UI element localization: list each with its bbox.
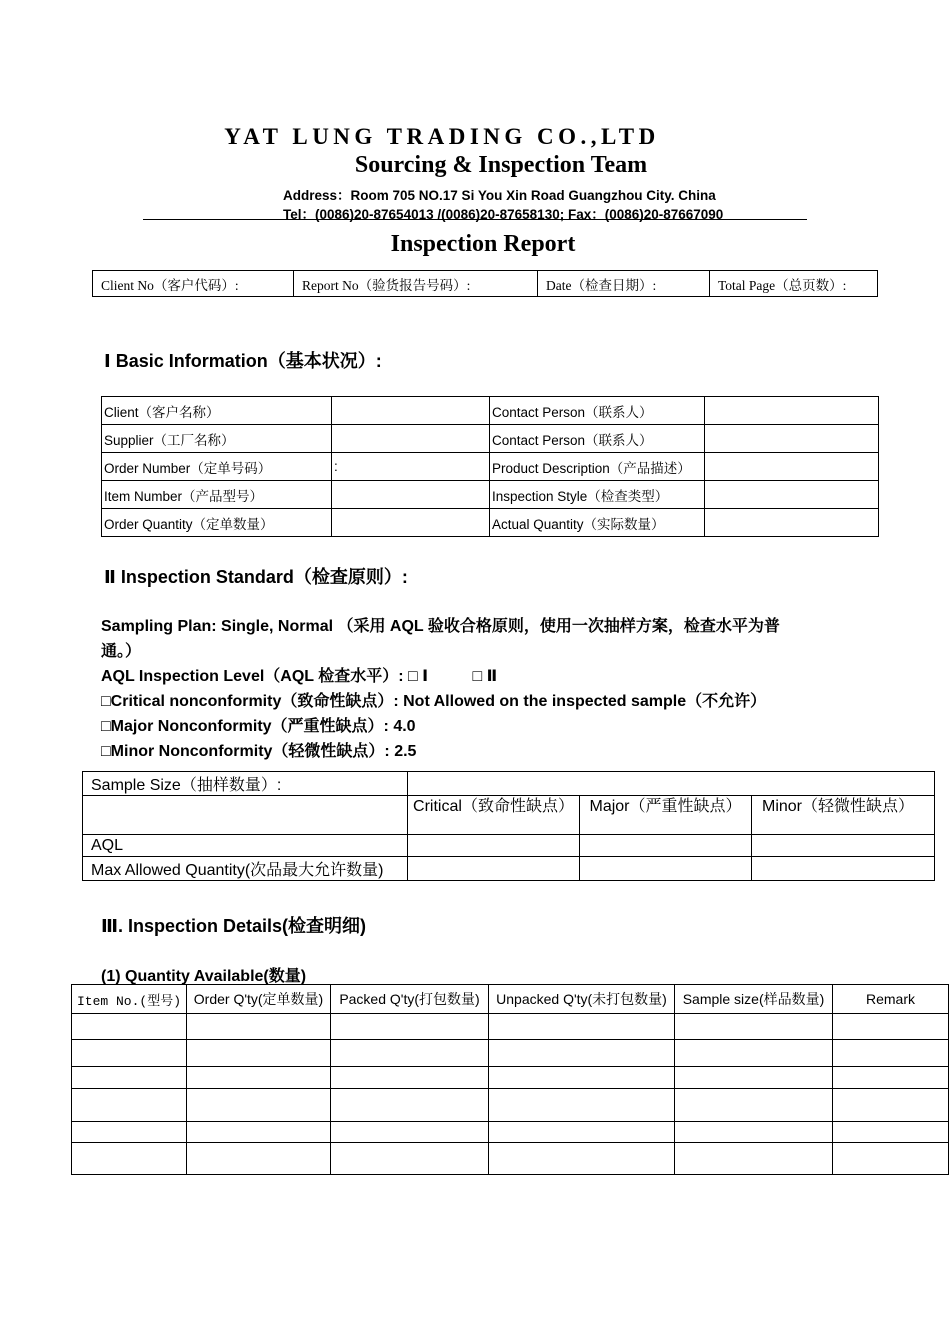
field-value[interactable] (332, 481, 490, 509)
table-row (72, 1014, 949, 1040)
table-cell[interactable] (675, 1089, 833, 1122)
table-row (72, 1143, 949, 1175)
quantity-available-heading: (1) Quantity Available(数量) (101, 968, 307, 985)
column-header: Order Q'ty(定单数量) (187, 985, 331, 1014)
basic-info-row (102, 481, 879, 509)
table-cell[interactable] (833, 1143, 949, 1175)
basic-info-row (102, 397, 879, 425)
table-cell[interactable] (833, 1089, 949, 1122)
table-cell[interactable] (331, 1014, 489, 1040)
basic-information-heading: Ⅰ Basic Information（基本状况）: (104, 351, 382, 371)
table-row (72, 1067, 949, 1089)
field-label: Order Quantity（定单数量） (102, 509, 332, 537)
field-label: Inspection Style（检查类型） (490, 481, 705, 509)
table-cell[interactable] (72, 1014, 187, 1040)
table-cell[interactable] (72, 1067, 187, 1089)
column-header: Remark (833, 985, 949, 1014)
table-row (72, 1089, 949, 1122)
field-value[interactable] (332, 397, 490, 425)
field-label: Order Number（定单号码） (102, 453, 332, 481)
date-cell[interactable]: Date（检查日期）: (538, 271, 710, 297)
table-cell[interactable] (489, 1122, 675, 1143)
field-value[interactable] (705, 481, 879, 509)
team-name: Sourcing & Inspection Team (354, 152, 648, 178)
client-no-cell[interactable]: Client No（客户代码）: (93, 271, 294, 297)
sample-size-table (82, 771, 935, 881)
critical-header: Critical（致命性缺点） (408, 796, 580, 835)
table-cell[interactable] (675, 1040, 833, 1067)
table-cell[interactable] (331, 1067, 489, 1089)
table-cell[interactable] (833, 1122, 949, 1143)
table-cell[interactable] (833, 1014, 949, 1040)
table-cell[interactable] (187, 1089, 331, 1122)
field-label: Actual Quantity（实际数量） (490, 509, 705, 537)
sample-size-value[interactable] (408, 772, 935, 796)
aql-label: AQL (83, 835, 408, 857)
field-value[interactable] (332, 509, 490, 537)
report-no-cell[interactable]: Report No（验货报告号码）: (294, 271, 538, 297)
table-cell[interactable] (187, 1014, 331, 1040)
minor-header: Minor（轻微性缺点） (752, 796, 935, 835)
aql-critical-value[interactable] (408, 835, 580, 857)
field-label: Product Description（产品描述） (490, 453, 705, 481)
table-cell[interactable] (72, 1122, 187, 1143)
table-row (72, 1122, 949, 1143)
column-header: Packed Q'ty(打包数量) (331, 985, 489, 1014)
minor-nonconformity-option[interactable]: □Minor Nonconformity（轻微性缺点）: 2.5 (101, 743, 417, 760)
max-major-value[interactable] (580, 857, 752, 881)
field-value[interactable] (705, 509, 879, 537)
header-divider (143, 219, 807, 220)
table-cell[interactable] (675, 1014, 833, 1040)
sampling-plan-text-cont: 通。） (101, 643, 142, 660)
total-page-cell[interactable]: Total Page（总页数）: (710, 271, 878, 297)
field-value[interactable]: : (332, 453, 490, 481)
table-cell[interactable] (489, 1040, 675, 1067)
critical-nonconformity-option[interactable]: □Critical nonconformity（致命性缺点）: Not Allowed on the inspected sample（不允许） (101, 693, 767, 710)
table-cell[interactable] (489, 1143, 675, 1175)
field-value[interactable] (705, 397, 879, 425)
column-header: Sample size(样品数量) (675, 985, 833, 1014)
sample-size-label: Sample Size（抽样数量）: (83, 772, 408, 796)
field-value[interactable] (332, 425, 490, 453)
table-cell[interactable] (187, 1040, 331, 1067)
max-critical-value[interactable] (408, 857, 580, 881)
major-header: Major（严重性缺点） (580, 796, 752, 835)
table-cell[interactable] (72, 1143, 187, 1175)
sampling-plan-text: Sampling Plan: Single, Normal （采用 AQL 验收合格原则，使用一次抽样方案，检查水平为普 (101, 618, 780, 635)
table-cell[interactable] (331, 1122, 489, 1143)
table-cell[interactable] (489, 1067, 675, 1089)
sample-blank-cell (83, 796, 408, 835)
table-cell[interactable] (675, 1122, 833, 1143)
field-label: Supplier（工厂名称） (102, 425, 332, 453)
table-cell[interactable] (675, 1143, 833, 1175)
table-cell[interactable] (489, 1014, 675, 1040)
field-label: Contact Person（联系人） (490, 425, 705, 453)
field-label: Contact Person（联系人） (490, 397, 705, 425)
table-cell[interactable] (833, 1067, 949, 1089)
company-name: YAT LUNG TRADING CO.,LTD (224, 124, 660, 149)
table-cell[interactable] (72, 1040, 187, 1067)
field-label: Item Number（产品型号） (102, 481, 332, 509)
field-value[interactable] (705, 425, 879, 453)
field-label: Client（客户名称） (102, 397, 332, 425)
table-row (72, 1040, 949, 1067)
basic-information-table (101, 396, 879, 537)
basic-info-row (102, 509, 879, 537)
table-cell[interactable] (833, 1040, 949, 1067)
inspection-standard-heading: Ⅱ Inspection Standard（检查原则）: (104, 567, 408, 587)
table-cell[interactable] (675, 1067, 833, 1089)
column-header: Item No.(型号) (72, 985, 187, 1014)
table-cell[interactable] (331, 1143, 489, 1175)
max-minor-value[interactable] (752, 857, 935, 881)
table-cell[interactable] (331, 1089, 489, 1122)
basic-info-row (102, 453, 879, 481)
table-cell[interactable] (489, 1089, 675, 1122)
table-cell[interactable] (187, 1143, 331, 1175)
quantity-table (71, 984, 949, 1175)
table-cell[interactable] (331, 1040, 489, 1067)
max-allowed-label: Max Allowed Quantity(次品最大允许数量) (83, 857, 408, 881)
table-cell[interactable] (187, 1067, 331, 1089)
field-value[interactable] (705, 453, 879, 481)
company-phone-fax: Tel：(0086)20-87654013 /(0086)20-87658130; Fax：(0086)20-87667090 (283, 207, 724, 222)
table-cell[interactable] (72, 1089, 187, 1122)
aql-minor-value[interactable] (752, 835, 935, 857)
aql-level-options[interactable]: AQL Inspection Level（AQL 检查水平）: □ Ⅰ □ Ⅱ (101, 668, 498, 685)
table-cell[interactable] (187, 1122, 331, 1143)
inspection-details-heading: Ⅲ. Inspection Details(检查明细) (101, 916, 367, 936)
report-title: Inspection Report (390, 231, 576, 257)
report-meta-table (92, 270, 878, 297)
company-address: Address：Room 705 NO.17 Si You Xin Road Guangzhou City. China (283, 188, 716, 203)
aql-major-value[interactable] (580, 835, 752, 857)
column-header: Unpacked Q'ty(未打包数量) (489, 985, 675, 1014)
basic-info-row (102, 425, 879, 453)
major-nonconformity-option[interactable]: □Major Nonconformity（严重性缺点）: 4.0 (101, 718, 416, 735)
